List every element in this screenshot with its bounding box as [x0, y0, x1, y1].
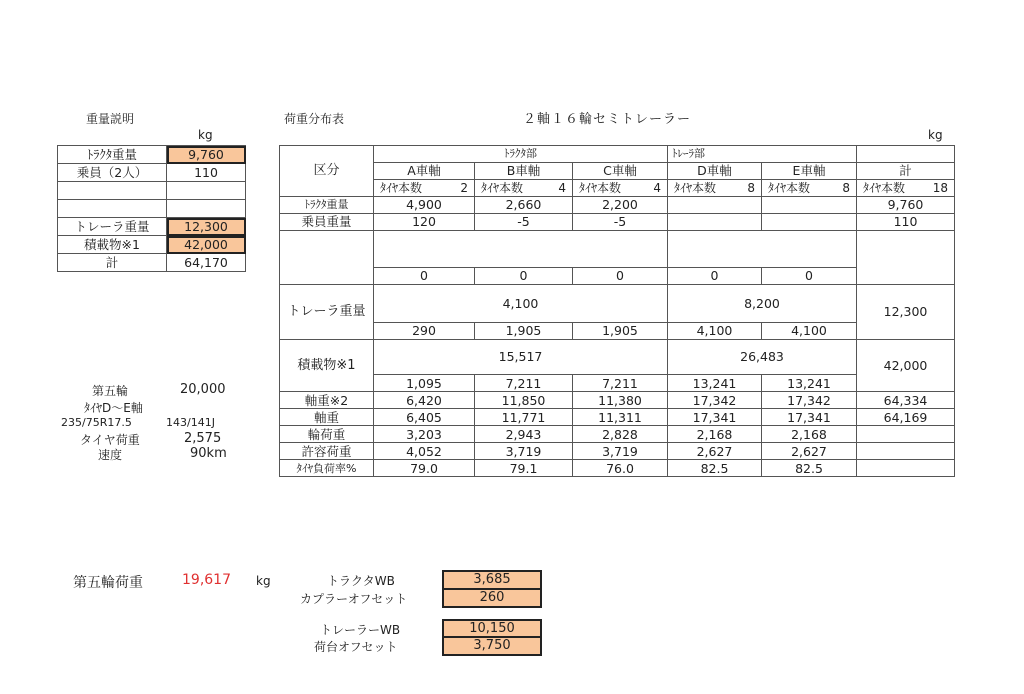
fifth-wheel-value: 20,000 [180, 382, 226, 397]
cell [762, 214, 857, 231]
tire-index: 143/141J [166, 416, 215, 429]
tire-count-value: 4 [558, 181, 566, 195]
trailer-weight-trailer-sum: 8,200 [668, 285, 857, 323]
total-value: 64,170 [167, 254, 246, 272]
weight-explanation-title: 重量説明 [86, 112, 135, 126]
blank-cell [167, 182, 246, 200]
tire-de-label: ﾀｲﾔD～E軸 [84, 401, 143, 415]
axle-a-header: A車軸 [374, 163, 475, 180]
blank-cell [280, 231, 374, 285]
cell: -5 [475, 214, 573, 231]
cell-total: 64,334 [857, 392, 955, 409]
cell: 290 [374, 323, 475, 340]
cell: 2,828 [573, 426, 668, 443]
cell: 7,211 [573, 375, 668, 392]
cell-total: 110 [857, 214, 955, 231]
trailer-wb-input[interactable]: 10,150 [442, 619, 542, 639]
tire-count-label: ﾀｲﾔ本数 [768, 181, 811, 195]
blank-cell [374, 231, 668, 268]
cell: 2,200 [573, 197, 668, 214]
blank-cell [167, 200, 246, 218]
cell: 2,168 [668, 426, 762, 443]
cell-total: 12,300 [857, 285, 955, 340]
tractor-part-header: ﾄﾗｸﾀ部 [374, 146, 668, 163]
tire-count-e [762, 180, 857, 197]
main-unit: kg [928, 128, 943, 142]
cell: 6,420 [374, 392, 475, 409]
coupler-offset-label: カプラーオフセット [300, 592, 408, 606]
kubun-header: 区分 [280, 146, 374, 197]
tire-count-value: 8 [842, 181, 850, 195]
fifth-wheel-load-label: 第五輪荷重 [73, 575, 143, 591]
cell: 79.0 [374, 460, 475, 477]
fifth-wheel-load-value: 19,617 [182, 572, 231, 588]
trailer-weight-tractor-sum: 4,100 [374, 285, 668, 323]
tire-count-label: ﾀｲﾔ本数 [674, 181, 717, 195]
cell: 4,052 [374, 443, 475, 460]
trailer-weight-input[interactable]: 12,300 [167, 218, 246, 236]
cell: 2,660 [475, 197, 573, 214]
blank-cell [857, 146, 955, 163]
cell: 76.0 [573, 460, 668, 477]
cell: 17,342 [762, 392, 857, 409]
weight-summary-table [57, 145, 246, 272]
cell: 79.1 [475, 460, 573, 477]
trailer-weight-label: トレーラ重量 [58, 218, 167, 236]
cell: 3,719 [475, 443, 573, 460]
cell: 0 [762, 268, 857, 285]
tire-count-label: ﾀｲﾔ本数 [481, 181, 524, 195]
coupler-offset-input[interactable]: 260 [442, 588, 542, 608]
cell: 6,405 [374, 409, 475, 426]
cargo-label: 積載物※1 [58, 236, 167, 254]
cargo-tractor-sum: 15,517 [374, 340, 668, 375]
cargo-input[interactable]: 42,000 [167, 236, 246, 254]
speed-label: 速度 [98, 448, 123, 462]
row-label-allowable-load: 許容荷重 [280, 443, 374, 460]
axle-d-header: D車軸 [668, 163, 762, 180]
row-label-cargo: 積載物※1 [280, 340, 374, 392]
cell: 11,380 [573, 392, 668, 409]
cell: 82.5 [762, 460, 857, 477]
left-unit: kg [198, 128, 213, 142]
axle-b-header: B車軸 [475, 163, 573, 180]
cell-total: 42,000 [857, 340, 955, 392]
cell: 11,850 [475, 392, 573, 409]
cell: 0 [668, 268, 762, 285]
blank-cell [58, 200, 167, 218]
tire-count-label: ﾀｲﾔ本数 [863, 181, 906, 195]
fifth-wheel-load-unit: kg [256, 574, 271, 588]
load-distribution-label: 荷重分布表 [284, 112, 345, 126]
cell: 4,100 [668, 323, 762, 340]
tire-count-total [857, 180, 955, 197]
blank-cell [668, 231, 857, 268]
row-label-axle-weight: 軸重 [280, 409, 374, 426]
cell: -5 [573, 214, 668, 231]
row-label-tractor-weight: ﾄﾗｸﾀ重量 [280, 197, 374, 214]
tire-count-c [573, 180, 668, 197]
crew-label: 乗員（2人） [58, 164, 167, 182]
cell: 1,905 [475, 323, 573, 340]
blank-cell [58, 182, 167, 200]
tire-count-value: 8 [747, 181, 755, 195]
cell: 1,095 [374, 375, 475, 392]
cell: 13,241 [762, 375, 857, 392]
cell: 2,627 [668, 443, 762, 460]
tire-load-label: タイヤ荷重 [80, 433, 140, 447]
cell: 3,203 [374, 426, 475, 443]
cell-total: 9,760 [857, 197, 955, 214]
cell: 2,943 [475, 426, 573, 443]
crew-value: 110 [167, 164, 246, 182]
trailer-part-header: ﾄﾚｰﾗ部 [668, 146, 857, 163]
cell [668, 197, 762, 214]
tractor-wb-input[interactable]: 3,685 [442, 570, 542, 590]
row-label-crew-weight: 乗員重量 [280, 214, 374, 231]
axle-e-header: E車軸 [762, 163, 857, 180]
deck-offset-label: 荷台オフセット [314, 640, 398, 654]
cell: 4,100 [762, 323, 857, 340]
cell: 13,241 [668, 375, 762, 392]
row-label-trailer-weight: トレーラ重量 [280, 285, 374, 340]
cell: 0 [573, 268, 668, 285]
total-header: 計 [857, 163, 955, 180]
cell: 11,311 [573, 409, 668, 426]
cell: 2,627 [762, 443, 857, 460]
tire-count-value: 18 [932, 181, 948, 195]
fifth-wheel-label: 第五輪 [92, 384, 129, 398]
tractor-wb-label: トラクタWB [327, 574, 395, 588]
deck-offset-input[interactable]: 3,750 [442, 636, 542, 656]
cell: 0 [374, 268, 475, 285]
cell: 120 [374, 214, 475, 231]
cell-total: 64,169 [857, 409, 955, 426]
tire-count-value: 4 [653, 181, 661, 195]
cell: 82.5 [668, 460, 762, 477]
axle-c-header: C車軸 [573, 163, 668, 180]
cell: 11,771 [475, 409, 573, 426]
row-label-axle-weight-2: 軸重※2 [280, 392, 374, 409]
trailer-wb-label: トレーラーWB [320, 623, 401, 637]
sheet-title: ２軸１６輪セミトレーラー [523, 112, 692, 127]
tire-load-value: 2,575 [184, 431, 222, 446]
cargo-trailer-sum: 26,483 [668, 340, 857, 375]
cell [668, 214, 762, 231]
cell: 17,341 [668, 409, 762, 426]
tire-count-d [668, 180, 762, 197]
tractor-weight-label: ﾄﾗｸﾀ重量 [58, 146, 167, 164]
cell: 1,905 [573, 323, 668, 340]
cell: 3,719 [573, 443, 668, 460]
cell [762, 197, 857, 214]
cell: 4,900 [374, 197, 475, 214]
cell-total [857, 426, 955, 443]
tire-size: 235/75R17.5 [61, 416, 132, 429]
tractor-weight-input[interactable]: 9,760 [167, 146, 246, 164]
tire-count-b [475, 180, 573, 197]
cell: 7,211 [475, 375, 573, 392]
cell: 17,341 [762, 409, 857, 426]
cell: 17,342 [668, 392, 762, 409]
tire-count-a [374, 180, 475, 197]
total-label: 計 [58, 254, 167, 272]
tire-count-label: ﾀｲﾔ本数 [579, 181, 622, 195]
tire-count-value: 2 [460, 181, 468, 195]
load-distribution-table [279, 145, 955, 477]
tire-count-label: ﾀｲﾔ本数 [380, 181, 423, 195]
cell: 0 [475, 268, 573, 285]
cell-total [857, 460, 955, 477]
row-label-wheel-load: 輪荷重 [280, 426, 374, 443]
cell: 2,168 [762, 426, 857, 443]
cell-total [857, 443, 955, 460]
blank-cell [857, 231, 955, 285]
speed-value: 90km [190, 446, 227, 461]
row-label-tire-load-rate: ﾀｲﾔ負荷率% [280, 460, 374, 477]
